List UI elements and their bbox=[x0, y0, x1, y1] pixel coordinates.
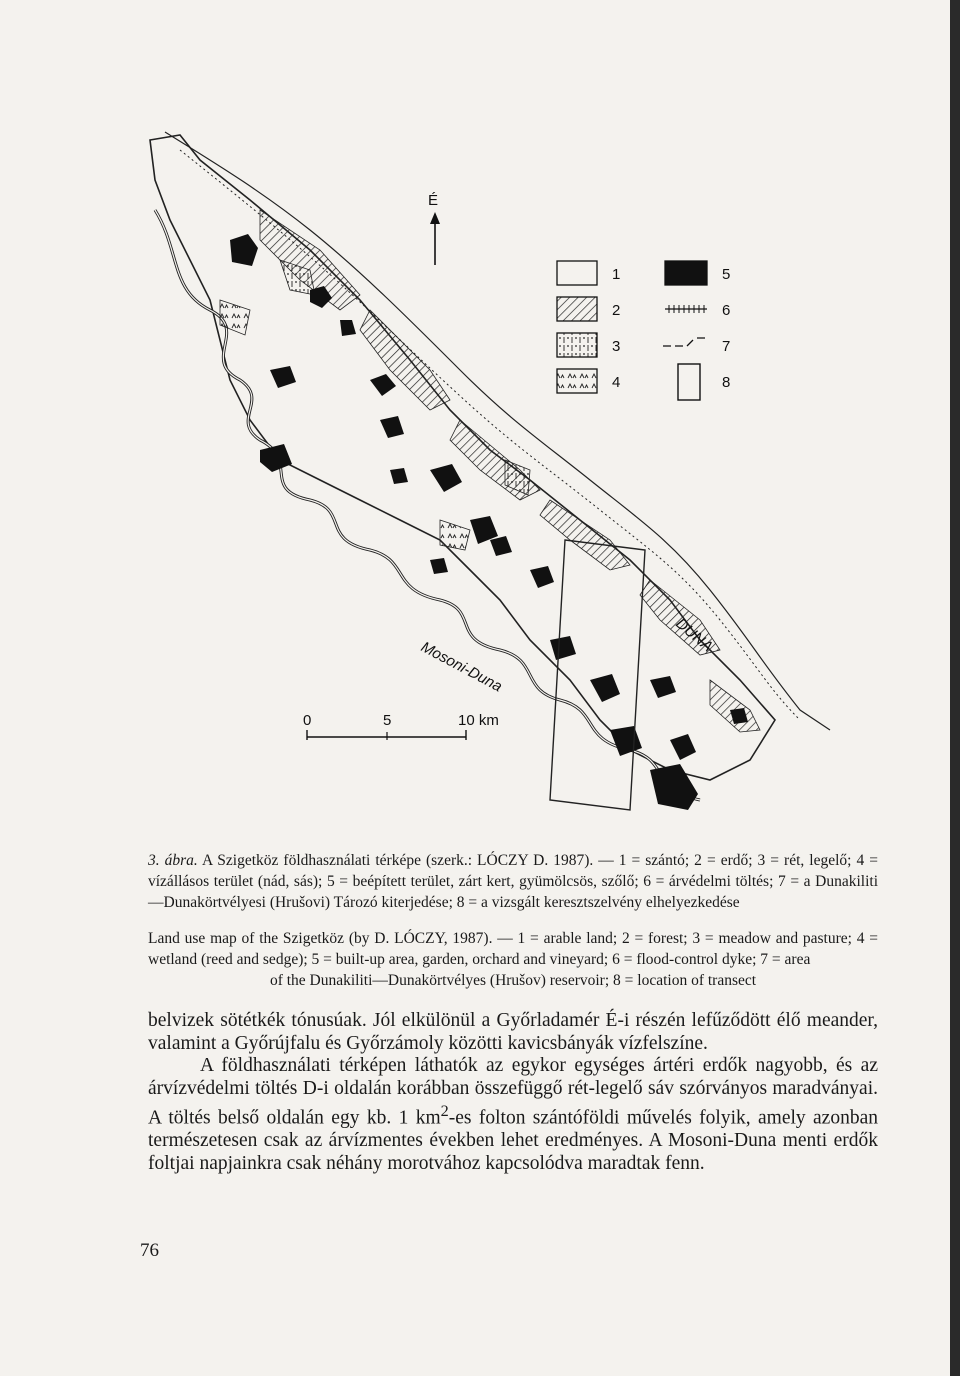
figure-caption-hungarian bbox=[148, 850, 878, 913]
paragraph-2-part-2: -es folton szántóföldi művelés folyik, amely azonban természetesen csak az árvízmentes években lehet eredményes. A Mosoni-Duna menti erdők foltjai napjainkra csak néhány morotvához kapcsolódva maradtak fenn. bbox=[148, 1107, 878, 1174]
figure-number: 3. ábra. bbox=[148, 852, 198, 869]
paragraph-2 bbox=[148, 1055, 878, 1175]
duna-label: DUNA bbox=[672, 615, 716, 656]
legend-key: 5 bbox=[722, 266, 731, 283]
legend-swatch-transect bbox=[678, 364, 700, 400]
map-figure bbox=[110, 120, 870, 840]
forest-band bbox=[710, 680, 760, 732]
land-use-map bbox=[110, 120, 870, 840]
legend-key: 6 bbox=[722, 302, 731, 319]
forest-band bbox=[360, 310, 450, 410]
caption-hu-text: A Szigetköz földhasználati térképe (szerk.: LÓCZY D. 1987). — 1 = szántó; 2 = erdő; 3 = rét, legelő; 4 = vízállásos terület (nád, sás); 5 = beépített terület, zárt kert, gyümölcsös, szőlő; 6 = árvédelmi töltés; 7 = a Dunakiliti—Dunakörtvélyesi (Hrušovi) Tározó kiterjedése; 8 = a vizsgált keresztszelvény elhelyezkedése bbox=[148, 852, 878, 911]
page-number: 76 bbox=[140, 1240, 159, 1261]
north-label: É bbox=[428, 192, 439, 209]
legend-key: 1 bbox=[612, 266, 621, 283]
forest-band bbox=[540, 500, 630, 570]
superscript: 2 bbox=[440, 1102, 449, 1120]
scale-mid: 5 bbox=[383, 712, 392, 729]
legend-swatch-built-up bbox=[665, 261, 707, 285]
body-text bbox=[148, 1010, 878, 1175]
paragraph-2-part-1: A földhasználati térképen láthatók az egykor egységes ártéri erdők nagyobb, és az árvízvédelmi töltés D-i oldalán korábban összefüggő rét-legelő sáv szórványos maradványai. A töltés belső oldalán egy kb. 1 km bbox=[148, 1055, 878, 1129]
wetland-patch bbox=[220, 300, 250, 335]
legend-swatch-forest bbox=[557, 297, 597, 321]
figure-caption-english bbox=[148, 928, 878, 991]
legend-swatch-reservoir bbox=[663, 338, 705, 346]
caption-en-text: Land use map of the Szigetköz (by D. LÓCZY, 1987). — 1 = arable land; 2 = forest; 3 = meadow and pasture; 4 = wetland (reed and sedge); 5 = built-up area, garden, orchard and vineyard; 6 = flood-control dyke; 7 = area bbox=[148, 930, 878, 968]
mosoni-duna-river bbox=[155, 210, 700, 800]
legend-swatch-meadow bbox=[557, 333, 597, 357]
paragraph-1: belvizek sötétkék tónusúak. Jól elkülönül a Győrladamér É-i részén lefűződött élő meander, valamint a Győrújfalu és Győrzámoly közötti kavicsbányák vízfelszíne. bbox=[148, 1010, 878, 1054]
wetland-patch bbox=[440, 520, 470, 550]
scale-end: 10 km bbox=[458, 712, 499, 729]
szigetkoz-outline bbox=[150, 135, 775, 780]
legend-key: 2 bbox=[612, 302, 621, 319]
mosoni-duna-label: Mosoni-Duna bbox=[418, 638, 505, 696]
legend-key: 3 bbox=[612, 338, 621, 355]
map-legend bbox=[557, 261, 730, 400]
scale-bar bbox=[303, 712, 499, 740]
legend-swatch-arable bbox=[557, 261, 597, 285]
legend-swatch-wetland bbox=[557, 369, 597, 393]
legend-key: 7 bbox=[722, 338, 731, 355]
legend-swatch-dyke bbox=[665, 305, 707, 313]
scan-edge bbox=[950, 0, 960, 1376]
scale-zero: 0 bbox=[303, 712, 312, 729]
caption-en-last-line: of the Dunakiliti—Dunakörtvélyes (Hrušov) reservoir; 8 = location of transect bbox=[269, 972, 757, 989]
north-arrow bbox=[428, 192, 440, 265]
legend-key: 8 bbox=[722, 374, 731, 391]
legend-key: 4 bbox=[612, 374, 621, 391]
